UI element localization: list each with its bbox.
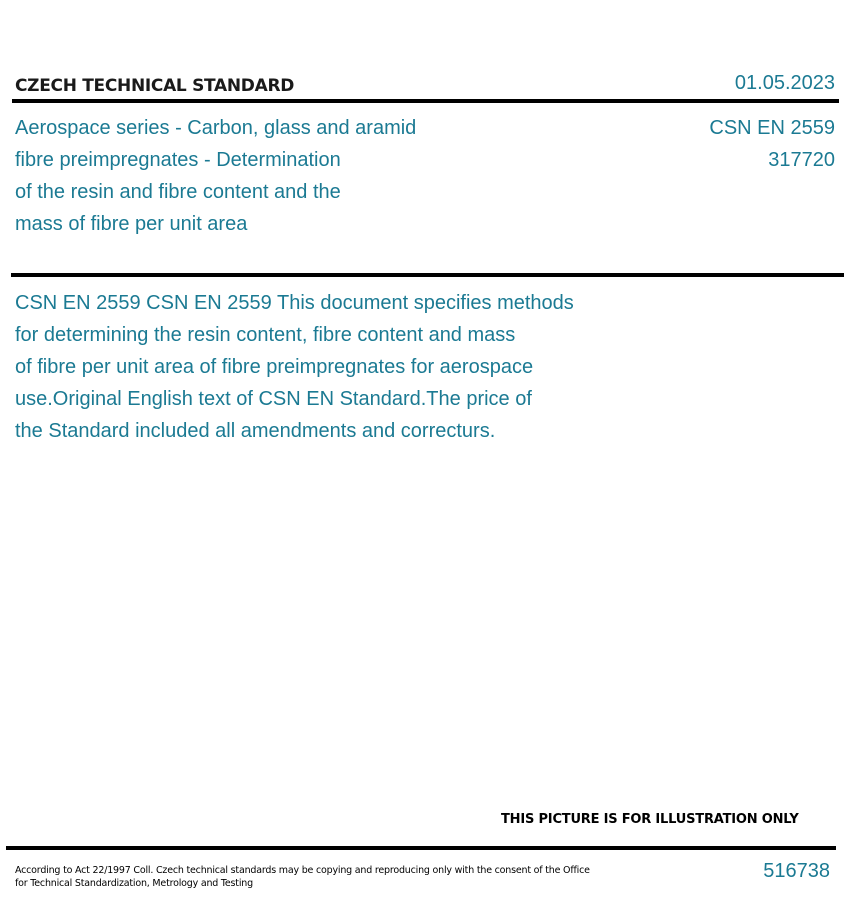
title-line: fibre preimpregnates - Determination (15, 149, 341, 171)
description-line: use.Original English text of CSN EN Standard.The price of (15, 388, 532, 410)
document-number: 516738 (763, 860, 830, 882)
middle-divider (11, 273, 844, 277)
legal-line: According to Act 22/1997 Coll. Czech technical standards may be copying and reproducing only with the consent of the Office (15, 865, 590, 876)
standard-number: CSN EN 2559 (709, 117, 835, 139)
description-line: for determining the resin content, fibre content and mass (15, 324, 516, 346)
description-line: of fibre per unit area of fibre preimpregnates for aerospace (15, 356, 534, 378)
catalog-number: 317720 (768, 149, 835, 171)
description-line: CSN EN 2559 CSN EN 2559 This document specifies methods (15, 292, 574, 314)
standard-type-label: CZECH TECHNICAL STANDARD (15, 76, 295, 96)
legal-notice (15, 864, 590, 890)
standard-codes (709, 112, 835, 176)
description-line: the Standard included all amendments and correcturs. (15, 420, 496, 442)
title-line: mass of fibre per unit area (15, 213, 248, 235)
title-line: Aerospace series - Carbon, glass and aramid (15, 117, 417, 139)
bottom-divider (6, 846, 836, 850)
standard-title (15, 112, 495, 240)
illustration-note: THIS PICTURE IS FOR ILLUSTRATION ONLY (501, 812, 799, 827)
title-line: of the resin and fibre content and the (15, 181, 341, 203)
publication-date: 01.05.2023 (734, 72, 835, 94)
legal-line: for Technical Standardization, Metrology and Testing (15, 878, 253, 889)
standard-description (15, 287, 675, 447)
top-divider (12, 99, 839, 103)
